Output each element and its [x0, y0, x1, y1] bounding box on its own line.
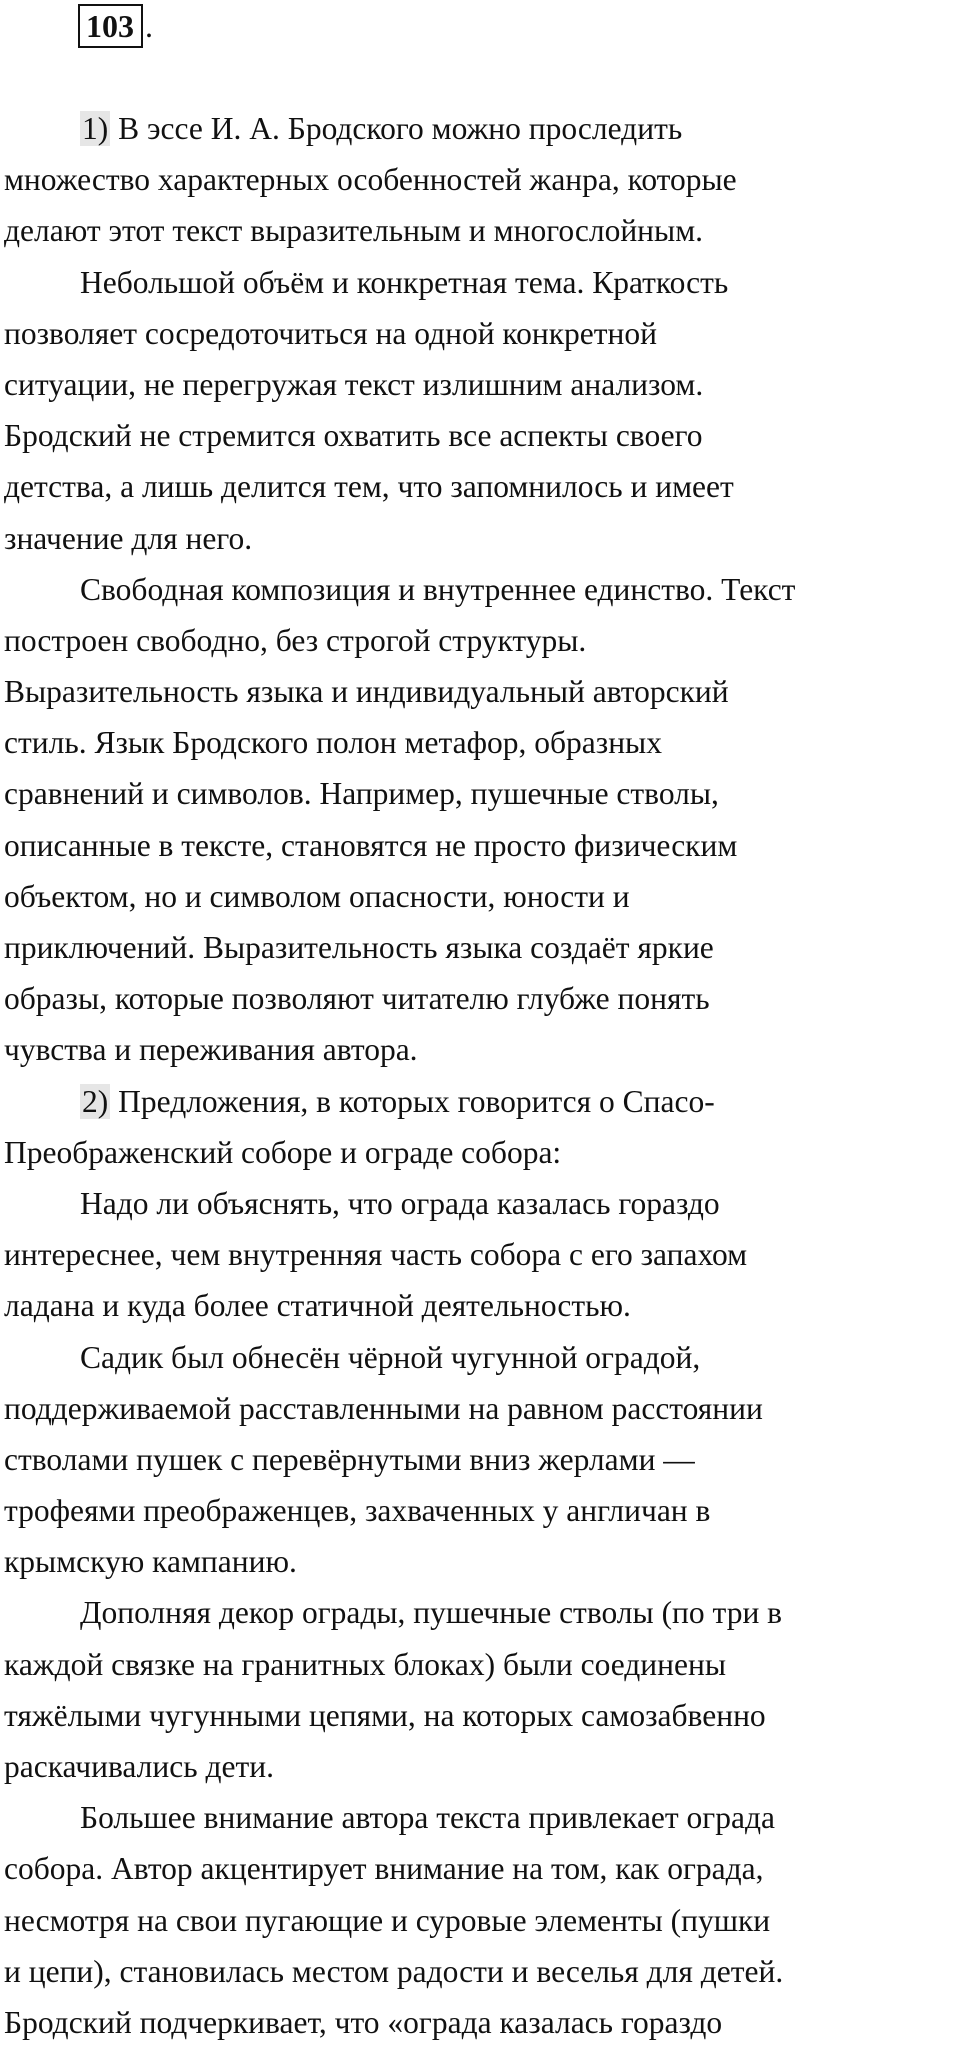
paragraph-line: объектом, но и символом опасности, юности и: [4, 878, 630, 914]
item-marker: 2): [82, 1083, 109, 1119]
paragraph-line: тяжёлыми чугунными цепями, на которых самозабвенно: [4, 1697, 766, 1733]
task-number-box: 103: [78, 4, 143, 48]
paragraph-line: Бродский подчеркивает, что «ограда казалась гораздо: [4, 2004, 723, 2040]
paragraph-line: раскачивались дети.: [4, 1749, 274, 1784]
paragraph-line: образы, которые позволяют читателю глубже понять: [4, 981, 710, 1017]
paragraph-line: Бродский не стремится охватить все аспекты своего: [4, 418, 703, 454]
paragraph-line: позволяет сосредоточиться на одной конкретной: [4, 315, 658, 351]
paragraph-line: сравнений и символов. Например, пушечные стволы,: [4, 776, 719, 812]
paragraph-line: множество характерных особенностей жанра, которые: [4, 162, 737, 198]
paragraph-line: Дополняя декор ограды, пушечные стволы (по три в: [80, 1595, 783, 1631]
paragraph-line: и цепи), становилась местом радости и веселья для детей.: [4, 1953, 784, 1989]
paragraph-line: приключений. Выразительность языка создаёт яркие: [4, 930, 714, 965]
line-text: В эссе И. А. Бродского можно проследить: [110, 111, 683, 146]
paragraph-line: собора. Автор акцентирует внимание на том, как ограда,: [4, 1851, 764, 1887]
paragraph-line: Большее внимание автора текста привлекает ограда: [80, 1800, 775, 1836]
paragraph-line: стиль. Язык Бродского полон метафор, образных: [4, 725, 662, 761]
paragraph-line: Небольшой объём и конкретная тема. Краткость: [80, 264, 729, 300]
line-text: Предложения, в которых говорится о Спасо-: [110, 1083, 715, 1119]
paragraph-line: Свободная композиция и внутреннее единство. Текст: [80, 571, 796, 607]
paragraph-line: Надо ли объяснять, что ограда казалась гораздо: [80, 1185, 720, 1221]
paragraph-line: каждой связке на гранитных блоках) были соединены: [4, 1646, 727, 1682]
paragraph-line: ладана и куда более статичной деятельностью.: [4, 1288, 631, 1324]
paragraph-line: Преображенский соборе и ограде собора:: [4, 1134, 562, 1170]
paragraph-line: [4, 1076, 960, 1127]
answer-text: [4, 103, 960, 2048]
paragraph-line: значение для него.: [4, 520, 253, 556]
paragraph-line: поддерживаемой расставленными на равном расстоянии: [4, 1390, 763, 1426]
paragraph-line: построен свободно, без строгой структуры.: [4, 622, 587, 658]
paragraph-line: детства, а лишь делится тем, что запомнилось и имеет: [4, 469, 734, 505]
task-header: [78, 4, 153, 48]
paragraph-line: ситуации, не перегружая текст излишним анализом.: [4, 366, 704, 402]
paragraph-line: несмотря на свои пугающие и суровые элементы (пушки: [4, 1902, 771, 1938]
paragraph-line: Выразительность языка и индивидуальный авторский: [4, 674, 729, 710]
paragraph-line: делают этот текст выразительным и многослойным.: [4, 213, 704, 249]
paragraph-line: крымскую кампанию.: [4, 1544, 297, 1580]
task-number-dot: .: [145, 8, 153, 44]
paragraph-line: [4, 103, 960, 154]
item-marker: 1): [82, 111, 109, 146]
paragraph-line: интереснее, чем внутренняя часть собора с его запахом: [4, 1237, 748, 1273]
paragraph-line: описанные в тексте, становятся не просто физическим: [4, 827, 738, 863]
paragraph-line: Садик был обнесён чёрной чугунной оградой,: [80, 1339, 701, 1375]
paragraph-line: трофеями преображенцев, захваченных у англичан в: [4, 1493, 711, 1529]
paragraph-line: стволами пушек с перевёрнутыми вниз жерлами —: [4, 1441, 695, 1477]
paragraph-line: чувства и переживания автора.: [4, 1032, 418, 1068]
